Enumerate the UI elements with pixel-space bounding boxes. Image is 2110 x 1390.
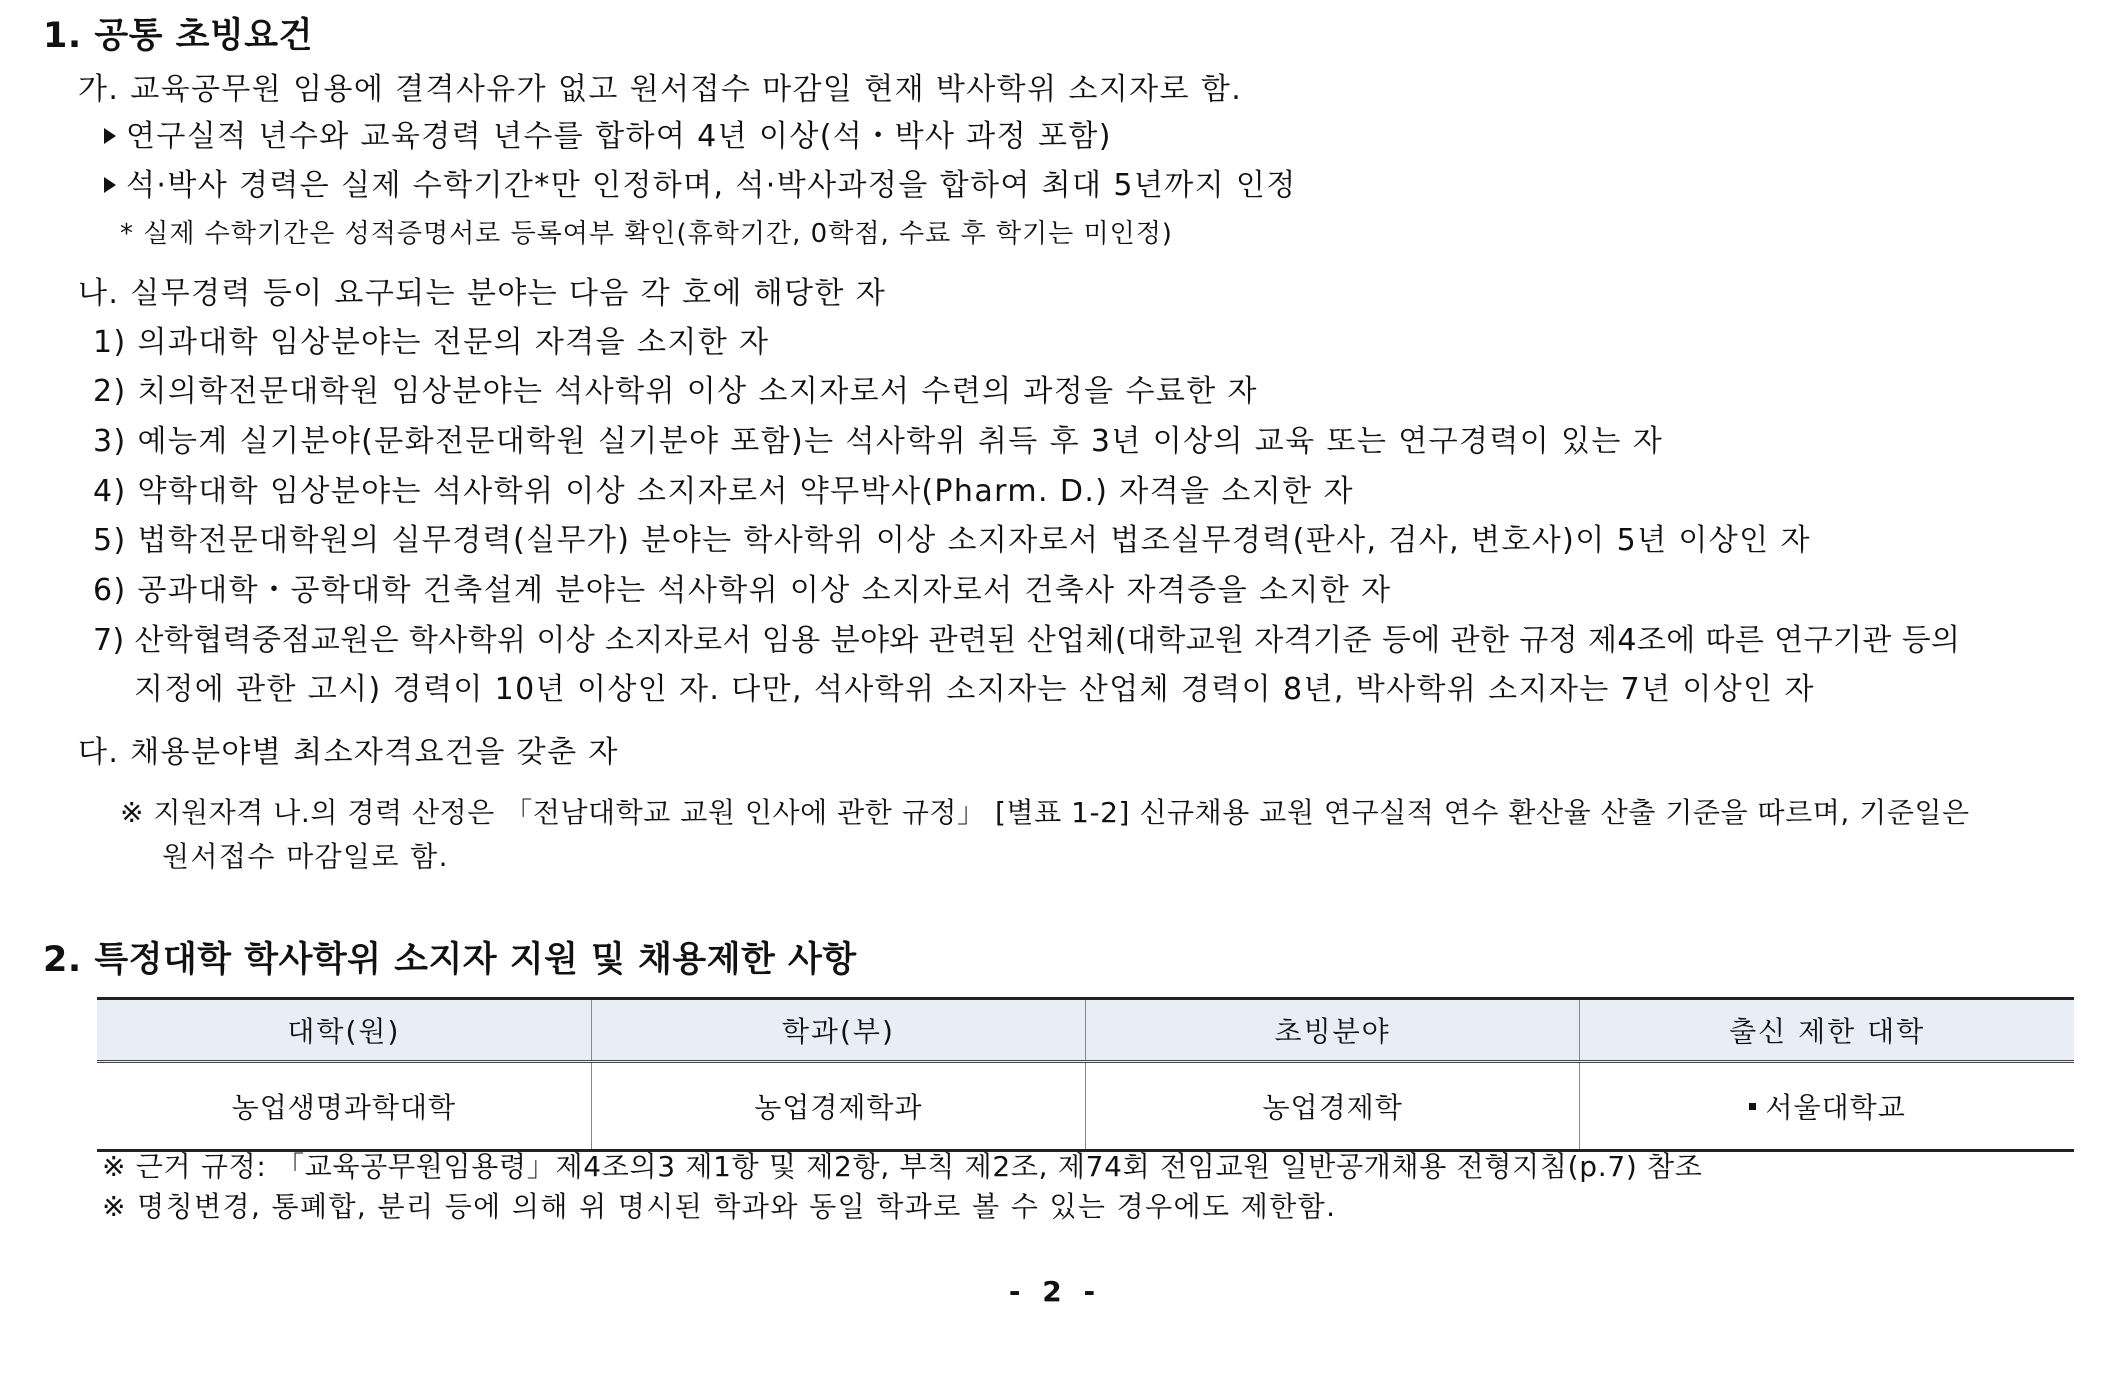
ga-bullet-1 <box>104 117 1112 157</box>
na-item-2: 2) 치의학전문대학원 임상분야는 석사학위 이상 소지자로서 수련의 과정을 수료한 자 <box>93 374 1258 409</box>
cell-restricted-university <box>1580 1062 2074 1151</box>
basis-regulation-note: ※ 근거 규정: 「교육공무원임용령」제4조의3 제1항 및 제2항, 부칙 제2조, 제74회 전임교원 일반공개채용 전형지침(p.7) 참조 <box>102 1150 1703 1183</box>
na-item-7-continuation: 지정에 관한 고시) 경력이 10년 이상인 자. 다만, 석사학위 소지자는 산업체 경력이 8년, 박사학위 소지자는 7년 이상인 자 <box>134 672 1815 707</box>
na-item-7: 7) 산학협력중점교원은 학사학위 이상 소지자로서 임용 분야와 관련된 산업체(대학교원 자격기준 등에 관한 규정 제4조에 따른 연구기관 등의 <box>93 623 1961 658</box>
na-item-5: 5) 법학전문대학원의 실무경력(실무가) 분야는 학사학위 이상 소지자로서 법조실무경력(판사, 검사, 변호사)이 5년 이상인 자 <box>93 523 1811 558</box>
qualification-note-line1: ※ 지원자격 나.의 경력 산정은 「전남대학교 교원 인사에 관한 규정」 [별표 1-2] 신규채용 교원 연구실적 연수 환산율 산출 기준을 따르며, 기준일은 <box>120 796 1970 829</box>
page-number: - 2 - <box>1008 1275 1102 1308</box>
clause-ga: 가. 교육공무원 임용에 결격사유가 없고 원서접수 마감일 현재 박사학위 소지자로 함. <box>78 72 1243 107</box>
table-row <box>97 1062 2074 1151</box>
triangle-bullet-icon <box>104 128 116 144</box>
ga-bullet-2 <box>104 166 1297 206</box>
na-item-3: 3) 예능계 실기분야(문화전문대학원 실기분야 포함)는 석사학위 취득 후 3년 이상의 교육 또는 연구경력이 있는 자 <box>93 424 1664 459</box>
section1-title: 1. 공통 초빙요건 <box>43 16 313 56</box>
qualification-note-line2: 원서접수 마감일로 함. <box>162 840 449 873</box>
na-item-1: 1) 의과대학 임상분야는 전문의 자격을 소지한 자 <box>93 325 770 360</box>
cell-department: 농업경제학과 <box>591 1062 1085 1151</box>
restricted-university-text: 서울대학교 <box>1765 1091 1906 1124</box>
ga-bullet-1-text: 연구실적 년수와 교육경력 년수를 합하여 4년 이상(석・박사 과정 포함) <box>126 119 1112 154</box>
col-header-college: 대학(원) <box>97 999 591 1062</box>
table-header-row <box>97 999 2074 1062</box>
na-item-6: 6) 공과대학・공학대학 건축설계 분야는 석사학위 이상 소지자로서 건축사 자격증을 소지한 자 <box>93 573 1392 608</box>
clause-da: 다. 채용분야별 최소자격요건을 갖춘 자 <box>78 735 619 770</box>
name-change-note: ※ 명칭변경, 통폐합, 분리 등에 의해 위 명시된 학과와 동일 학과로 볼 수 있는 경우에도 제한함. <box>102 1190 1337 1223</box>
restriction-table <box>97 997 2074 1152</box>
ga-footnote: * 실제 수학기간은 성적증명서로 등록여부 확인(휴학기간, 0학점, 수료 후 학기는 미인정) <box>120 219 1173 249</box>
cell-college: 농업생명과학대학 <box>97 1062 591 1151</box>
square-bullet-icon <box>1749 1103 1756 1110</box>
cell-field: 농업경제학 <box>1086 1062 1580 1151</box>
clause-na: 나. 실무경력 등이 요구되는 분야는 다음 각 호에 해당한 자 <box>78 276 887 311</box>
section2-title: 2. 특정대학 학사학위 소지자 지원 및 채용제한 사항 <box>43 940 857 980</box>
ga-bullet-2-text: 석·박사 경력은 실제 수학기간*만 인정하며, 석·박사과정을 합하여 최대 5년까지 인정 <box>126 168 1297 203</box>
col-header-restricted-university: 출신 제한 대학 <box>1580 999 2074 1062</box>
na-item-4: 4) 약학대학 임상분야는 석사학위 이상 소지자로서 약무박사(Pharm. D.) 자격을 소지한 자 <box>93 474 1354 509</box>
col-header-field: 초빙분야 <box>1086 999 1580 1062</box>
col-header-department: 학과(부) <box>591 999 1085 1062</box>
triangle-bullet-icon <box>104 177 116 193</box>
